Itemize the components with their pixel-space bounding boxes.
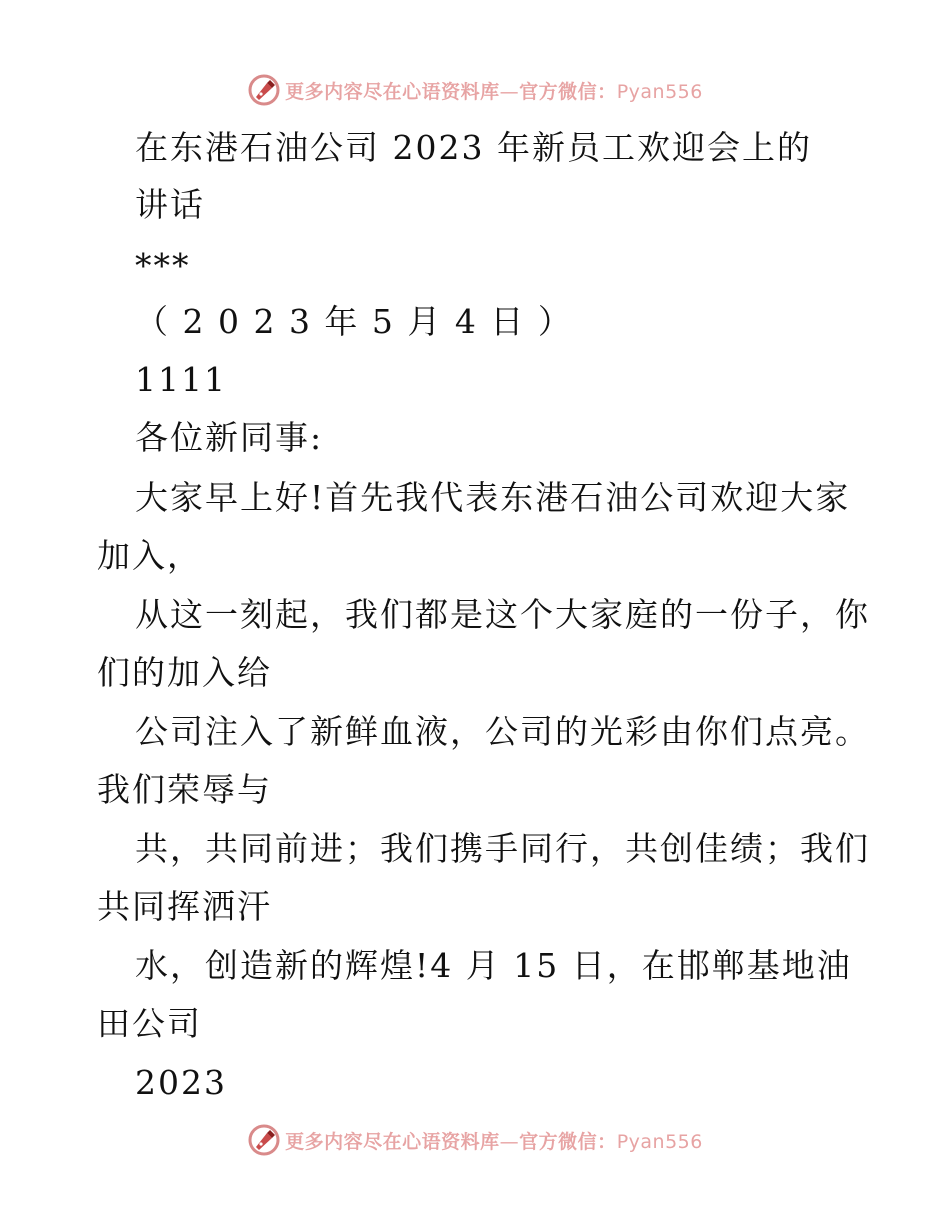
code-line: 1111 [135, 360, 227, 399]
paragraph-3-line-1: 公司注入了新鲜血液，公司的光彩由你们点亮。 [135, 712, 870, 751]
footer-watermark [0, 1120, 950, 1160]
title-line-1: 在东港石油公司 2023 年新员工欢迎会上的 [135, 128, 812, 167]
paragraph-5-line-2: 田公司 [97, 1004, 202, 1043]
watermark-wechat-label: 官方微信： [519, 80, 617, 103]
paragraph-4-line-1: 共，共同前进；我们携手同行，共创佳绩；我们 [135, 829, 870, 868]
watermark-wechat-id: Pyan556 [616, 1130, 703, 1153]
watermark-main-text: 更多内容尽在心语资料库 [285, 80, 500, 103]
watermark-main-text: 更多内容尽在心语资料库 [285, 1130, 500, 1153]
paragraph-1-line-2: 加入， [97, 536, 202, 575]
salutation: 各位新同事: [135, 418, 324, 457]
watermark-dash: — [499, 80, 520, 103]
date-line: （ 2 0 2 3 年 5 月 4 日 ） [135, 302, 573, 341]
paragraph-1-line-1: 大家早上好!首先我代表东港石油公司欢迎大家 [135, 478, 851, 517]
header-watermark [0, 70, 950, 110]
watermark-wechat-id: Pyan556 [616, 80, 703, 103]
title-line-2: 讲话 [135, 185, 205, 224]
trailing-year: 2023 [135, 1063, 227, 1102]
paragraph-5-line-1: 水，创造新的辉煌!4 月 15 日，在邯郸基地油 [135, 946, 852, 985]
paragraph-4-line-2: 共同挥洒汗 [97, 887, 272, 926]
pen-nib-seal-icon [247, 73, 281, 107]
pen-nib-seal-icon [247, 1123, 281, 1157]
watermark-dash: — [499, 1130, 520, 1153]
watermark-wechat-label: 官方微信： [519, 1130, 617, 1153]
paragraph-3-line-2: 我们荣辱与 [97, 770, 272, 809]
paragraph-2-line-2: 们的加入给 [97, 653, 272, 692]
paragraph-2-line-1: 从这一刻起，我们都是这个大家庭的一份子，你 [135, 595, 870, 634]
author-line: *** [135, 246, 191, 285]
